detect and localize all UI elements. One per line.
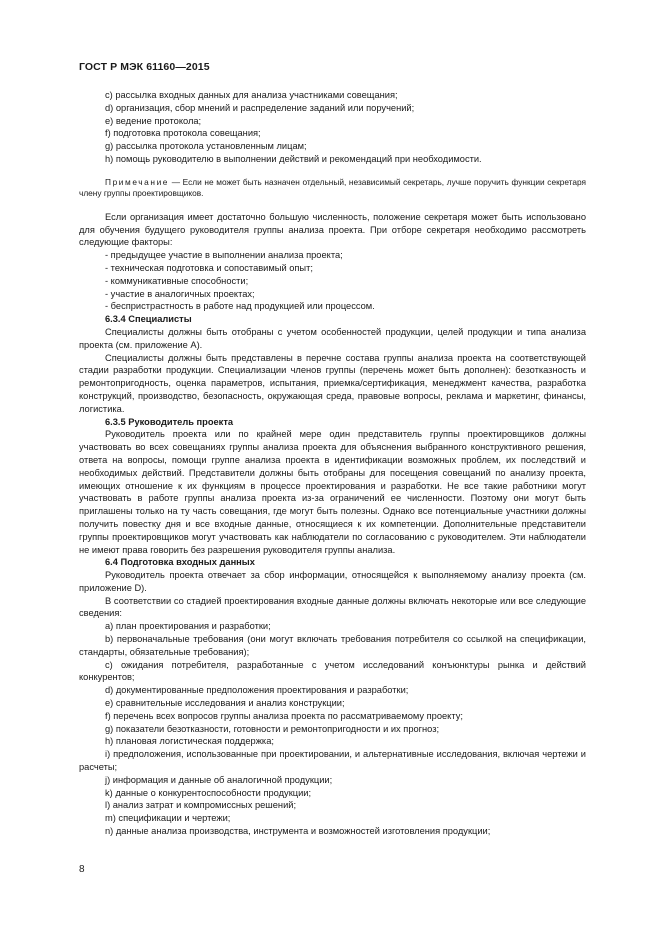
list-item: d) организация, сбор мнений и распределение заданий или поручений; (105, 102, 415, 113)
list-item: g) показатели безотказности, готовности и ремонтопригодности и их прогноз; (105, 723, 440, 734)
note-label: Примечание (105, 176, 170, 187)
section-heading-6-3-5: 6.3.5 Руководитель проекта (105, 416, 234, 427)
page-number: 8 (79, 864, 85, 875)
section-heading-6-3-4: 6.3.4 Специалисты (105, 314, 192, 325)
list-item: h) плановая логистическая поддержка; (105, 736, 274, 747)
paragraph: Если организация имеет достаточно большую численность, положение секретаря может быть использовано для обучения будущего руководителя группы анализа проекта. При отборе секретаря необходимо рассмотреть следующие факторы: (79, 211, 586, 248)
list-item: f) перечень всех вопросов группы анализа проекта по рассматриваемому проекту; (105, 710, 463, 721)
note-text: — Если не может быть назначен отдельный, независимый секретарь, лучше поручить функции секретаря члену группы проектировщиков. (79, 176, 586, 199)
list-item: m) спецификации и чертежи; (105, 813, 231, 824)
list-item: c) рассылка входных данных для анализа участниками совещания; (105, 90, 398, 100)
list-item: g) рассылка протокола установленным лицам; (105, 141, 307, 152)
list-item: - предыдущее участие в выполнении анализа проекта; (105, 250, 343, 261)
paragraph: Руководитель проекта или по крайней мере один представитель группы проектировщиков должны участвовать во всех совещаниях группы анализа проекта для объяснения выбранного конструктивного решения, ответа на вопросы, помощи группе анализа проекта в идентификации возможных проблем, их последствий и необходимых действий. Представители должны быть отобраны для посещения совещаний по анализу проекта, имеющих отношение к их функциям в процессе проектирования и разработки. Не все такие работники могут участвовать в работе группы анализа проекта из-за ограничений ее численности. Поэтому они могут быть приглашены только на ту часть совещания, где могут быть полезны. Однако все потенциальные участники должны получить повестку дня и все входные данные, относящиеся к их компетенции. Дополнительные представители группы проектировщиков могут участвовать как наблюдатели по согласованию с руководителем. Эти наблюдатели не имеют права говорить без разрешения руководителя группы анализа. (79, 429, 586, 555)
list-item: n) данные анализа производства, инструмента и возможностей изготовления продукции; (105, 826, 491, 837)
input-data-list (79, 620, 586, 838)
note (79, 177, 586, 200)
list-item: h) помощь руководителю в выполнении действий и рекомендаций при необходимости. (105, 153, 482, 164)
list-item: e) сравнительные исследования и анализ конструкции; (105, 698, 345, 709)
list-item: d) документированные предположения проектирования и разработки; (105, 685, 409, 696)
paragraph: Специалисты должны быть представлены в перечне состава группы анализа проекта на соответствующей стадии разработки продукции. Специализации членов группы (перечень может быть дополнен): безотказность и ремонтопригодность, оценка параметров, испытания, приемка/сертификация, менеджмент качества, разработка конструкций, производство, безопасность, окружающая среда, правовые вопросы, реклама и маркетинг, финансы, логистика. (79, 352, 586, 414)
list-item: - участие в аналогичных проектах; (105, 288, 255, 299)
list-item: k) данные о конкурентоспособности продукции; (105, 787, 312, 798)
factors-list (79, 249, 586, 313)
secretary-duties-list (79, 89, 586, 166)
paragraph: Руководитель проекта отвечает за сбор информации, относящейся к выполняемому анализу проекта (см. приложение D). (79, 570, 586, 593)
section-heading-6-4: 6.4 Подготовка входных данных (105, 557, 255, 568)
list-item: - техническая подготовка и сопоставимый опыт; (105, 262, 313, 273)
list-item: - беспристрастность в работе над продукцией или процессом. (105, 301, 375, 312)
paragraph: Специалисты должны быть отобраны с учетом особенностей продукции, целей продукции и типа анализа проекта (см. приложение А). (79, 326, 586, 350)
list-item: - коммуникативные способности; (105, 275, 249, 286)
document-body (79, 89, 586, 838)
document-header: ГОСТ Р МЭК 61160—2015 (79, 61, 210, 73)
list-item: e) ведение протокола; (105, 115, 202, 126)
list-item: l) анализ затрат и компромиссных решений; (105, 800, 297, 811)
list-item: f) подготовка протокола совещания; (105, 128, 261, 139)
list-item: b) первоначальные требования (они могут включать требования потребителя со ссылкой на спецификации, стандарты, обязательные требования); (79, 634, 586, 657)
list-item: a) план проектирования и разработки; (105, 621, 271, 632)
paragraph: В соответствии со стадией проектирования входные данные должны включать некоторые или все следующие сведения: (79, 595, 586, 619)
list-item: j) информация и данные об аналогичной продукции; (105, 774, 333, 785)
list-item: c) ожидания потребителя, разработанные с учетом исследований конъюнктуры рынка и действий конкурентов; (79, 659, 586, 683)
list-item: i) предположения, использованные при проектировании, и альтернативные исследования, включая чертежи и расчеты; (79, 749, 586, 773)
